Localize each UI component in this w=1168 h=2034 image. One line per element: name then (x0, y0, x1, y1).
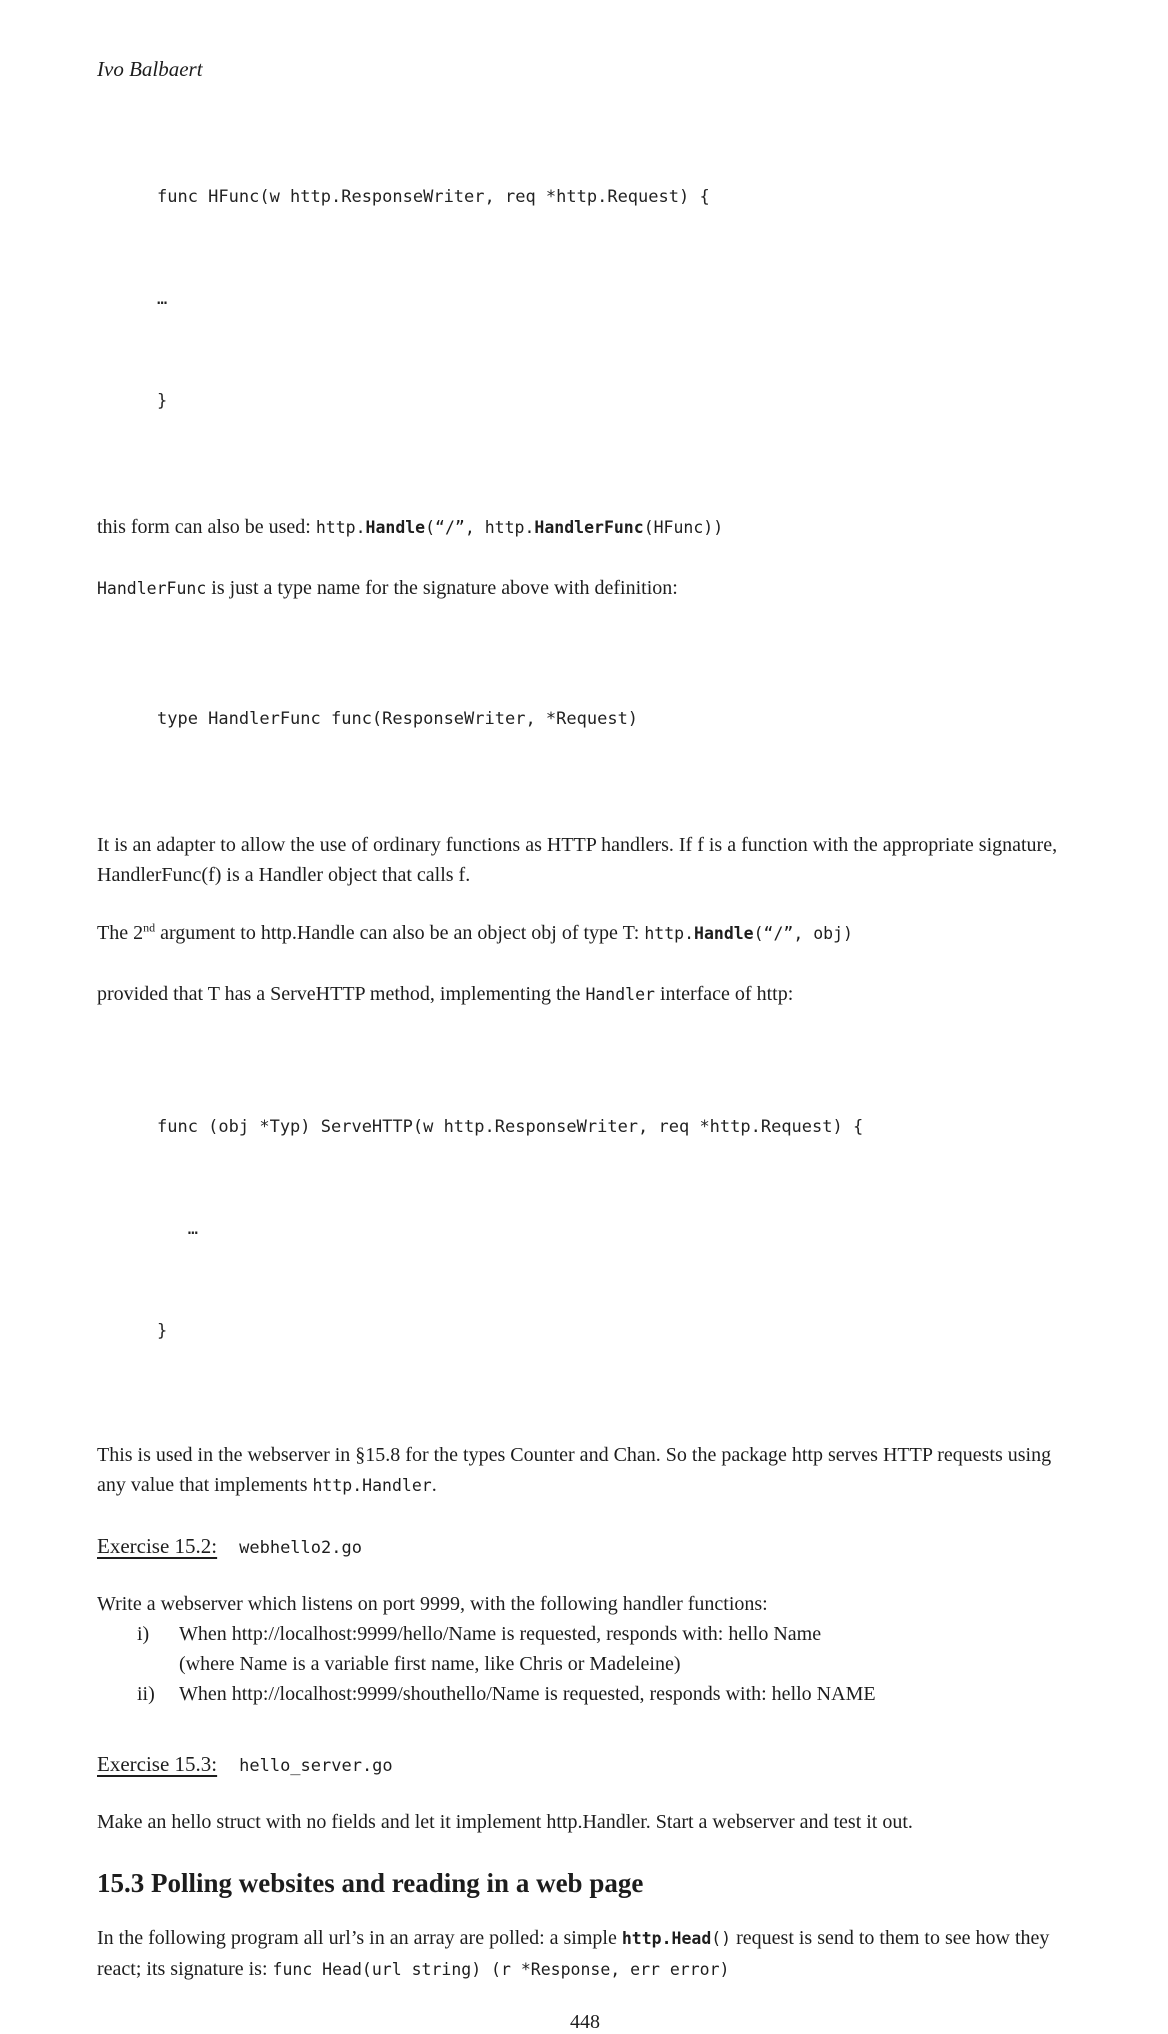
list-text-line: When http://localhost:9999/hello/Name is requested, responds with: hello Name (179, 1623, 822, 1645)
list-item (137, 1679, 1073, 1709)
paragraph-text: In the following program all url’s in an array are polled: a simple (97, 1927, 622, 1949)
code-line: } (157, 1321, 168, 1341)
inline-code: http. (315, 518, 366, 537)
paragraph-adapter: It is an adapter to allow the use of ordinary functions as HTTP handlers. If f is a function with the appropriate signature, HandlerFunc(f) is a Handler object that calls f. (97, 834, 1058, 886)
paragraph-second-argument (97, 918, 1073, 949)
superscript-ordinal: nd (143, 920, 156, 935)
handler-functions-list (137, 1619, 1073, 1709)
list-text: When http://localhost:9999/shouthello/Name is requested, responds with: hello NAME (179, 1683, 876, 1705)
code-block-type-handlerfunc (157, 634, 1073, 804)
list-marker: ii) (137, 1683, 155, 1705)
inline-code: () (711, 1929, 732, 1948)
inline-code: (“/”, obj) (753, 924, 853, 943)
paragraph-text: request is send to them to see how they react; its signature is: (97, 1927, 1050, 1980)
page-number: 448 (570, 2011, 600, 2033)
paragraph-text: provided that T has a ServeHTTP method, implementing the (97, 983, 586, 1005)
exercise-filename: hello_server.go (239, 1756, 393, 1776)
paragraph-webserver-usage (97, 1440, 1073, 1501)
inline-code-bold: http.Head (621, 1929, 712, 1948)
inline-code: http.Handler (312, 1476, 432, 1495)
inline-code: Handler (585, 985, 655, 1004)
paragraph-handle-form (97, 512, 1073, 543)
list-item (137, 1619, 1073, 1679)
inline-code-bold: HandlerFunc (534, 518, 644, 537)
paragraph-handlerfunc-type (97, 573, 1073, 604)
paragraph-servehttp (97, 979, 1073, 1010)
paragraph-polling-intro (97, 1923, 1073, 1985)
list-marker: i) (137, 1623, 150, 1645)
paragraph-text: this form can also be used: (97, 516, 316, 538)
code-block-hfunc (157, 112, 1073, 486)
paragraph-write-webserver: Write a webserver which listens on port 9999, with the following handler functions: (97, 1593, 768, 1615)
exercise-label: Exercise 15.2: (97, 1534, 218, 1558)
paragraph-text: interface of http: (654, 983, 794, 1005)
paragraph-text: This is used in the webserver in §15.8 for the types Counter and Chan. So the package http serves HTTP requests using any value that implements (97, 1444, 1052, 1496)
inline-code: HandlerFunc (97, 579, 207, 598)
exercise-15-3 (97, 1749, 1073, 1781)
inline-code: func Head(url string) (r *Response, err error) (272, 1960, 730, 1979)
inline-code: (“/”, (425, 518, 485, 537)
inline-code: (HFunc)) (643, 518, 724, 537)
code-line: … (157, 289, 168, 309)
inline-code-bold: Handle (365, 518, 426, 537)
paragraph-hello-struct: Make an hello struct with no fields and let it implement http.Handler. Start a webserver and test it out. (97, 1811, 913, 1833)
code-line: func HFunc(w http.ResponseWriter, req *http.Request) { (157, 187, 710, 207)
paragraph-text: . (431, 1474, 437, 1496)
exercise-15-2-body (97, 1589, 1073, 1709)
paragraph-text: argument to http.Handle can also be an object obj of type T: (155, 922, 645, 944)
list-text-line: (where Name is a variable first name, like Chris or Madeleine) (179, 1653, 681, 1675)
section-heading-15-3: 15.3 Polling websites and reading in a web page (97, 1868, 644, 1898)
paragraph-text: is just a type name for the signature above with definition: (206, 577, 678, 599)
inline-code-bold: Handle (694, 924, 754, 943)
code-line: … (157, 1219, 198, 1239)
code-line: } (157, 391, 168, 411)
exercise-15-2 (97, 1531, 1073, 1563)
code-block-servehttp (157, 1042, 1073, 1416)
exercise-label: Exercise 15.3: (97, 1752, 218, 1776)
code-line: type HandlerFunc func(ResponseWriter, *Request) (157, 709, 639, 729)
paragraph-text: The 2 (97, 922, 144, 944)
code-line: func (obj *Typ) ServeHTTP(w http.ResponseWriter, req *http.Request) { (157, 1117, 864, 1137)
running-header-author: Ivo Balbaert (97, 57, 203, 81)
list-text (179, 1619, 1073, 1679)
inline-code: http. (484, 518, 535, 537)
exercise-filename: webhello2.go (239, 1538, 362, 1558)
inline-code: http. (644, 924, 695, 943)
